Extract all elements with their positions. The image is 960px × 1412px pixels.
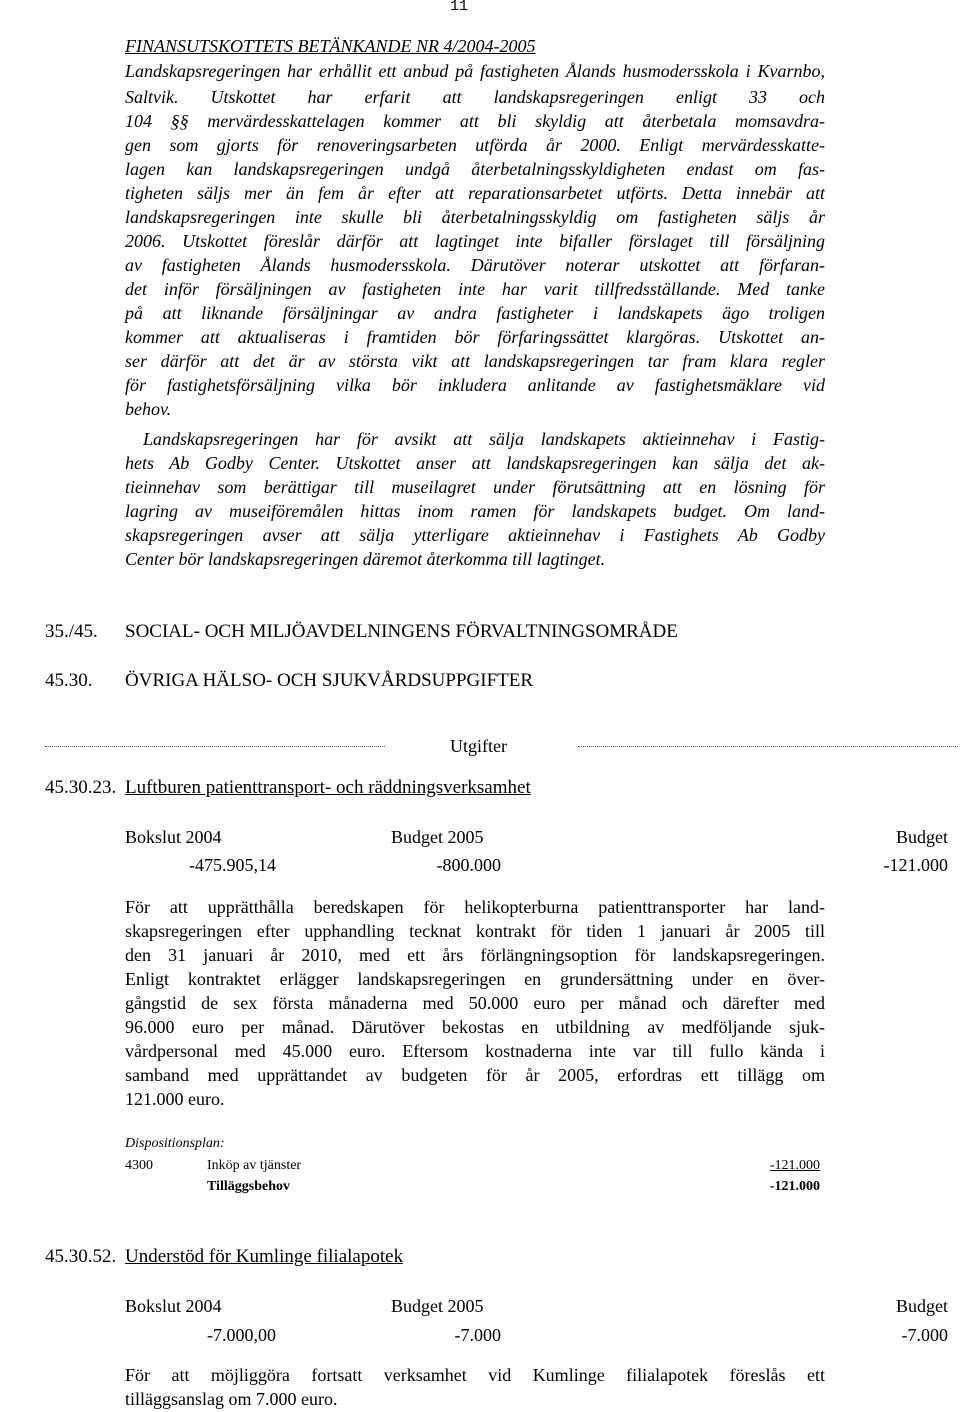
text-line: För att möjliggöra fortsatt verksamhet vid Kumlinge filialapotek föreslås ett <box>125 1365 825 1385</box>
col-header-bokslut: Bokslut 2004 <box>125 827 222 847</box>
disposition-total-value: -121.000 <box>769 1179 820 1194</box>
intro-line: för fastighetsförsäljning vilka bör inkludera anlitande av fastighetsmäklare vid <box>125 375 825 395</box>
disposition-label: Dispositionsplan: <box>125 1136 225 1151</box>
intro-line: ser därför att det är av största vikt att landskapsregeringen tar fram klara regler <box>125 351 825 371</box>
section-title: ÖVRIGA HÄLSO- OCH SJUKVÅRDSUPPGIFTER <box>125 670 534 691</box>
value-bokslut: -475.905,14 <box>189 855 276 875</box>
intro-line: av fastigheten Ålands husmodersskola. Därutöver noterar utskottet att förfaran- <box>125 255 825 275</box>
para2-line: skapsregeringen avser att sälja ytterligare aktieinnehav i Fastighets Ab Godby <box>125 525 825 545</box>
text-line: tilläggsanslag om 7.000 euro. <box>125 1389 338 1409</box>
item-title: Understöd för Kumlinge filialapotek <box>125 1246 404 1267</box>
item-number: 45.30.23. <box>45 777 117 798</box>
para2-line: Landskapsregeringen har för avsikt att sälja landskapets aktieinnehav i Fastig- <box>143 429 825 449</box>
intro-line: Landskapsregeringen har erhållit ett anbud på fastigheten Ålands husmodersskola i Kvarnbo, Saltvik. Utskottet har erfarit att landskapsregeringen enligt 33 och <box>125 61 825 107</box>
text-line: gångstid de sex första månaderna med 50.000 euro per månad och därefter med <box>125 993 825 1013</box>
value-budget-2005: -7.000 <box>454 1325 501 1345</box>
intro-line: gen som gjorts för renoveringsarbeten utförda år 2000. Enligt mervärdesskatte- <box>125 135 825 155</box>
divider-line-left <box>45 746 385 747</box>
section-number: 45.30. <box>45 670 93 691</box>
text-line: den 31 januari år 2010, med ett års förlängningsoption för landskapsregeringen. <box>125 945 825 965</box>
text-line: vårdpersonal med 45.000 euro. Eftersom kostnaderna inte var till fullo kända i <box>125 1041 825 1061</box>
disposition-total-label: Tilläggsbehov <box>207 1179 290 1194</box>
intro-line: det inför försäljningen av fastigheten inte har varit tillfredsställande. Med tanke <box>125 279 825 299</box>
item-number: 45.30.52. <box>45 1246 117 1267</box>
intro-line: 2006. Utskottet föreslår därför att lagtinget inte bifaller förslaget till försäljning <box>125 231 825 251</box>
value-budget: -7.000 <box>901 1325 948 1345</box>
value-bokslut: -7.000,00 <box>207 1325 276 1345</box>
intro-line: landskapsregeringen inte skulle bli återbetalningsskyldig om fastigheten säljs år <box>125 207 825 227</box>
text-line: skapsregeringen efter upphandling tecknat kontrakt för tiden 1 januari år 2005 till <box>125 921 825 941</box>
col-header-budget-2005: Budget 2005 <box>391 827 484 847</box>
text-line: Enligt kontraktet erlägger landskapsregeringen en grundersättning under en över- <box>125 969 825 989</box>
value-budget: -121.000 <box>883 855 948 875</box>
divider-line-right <box>578 746 958 747</box>
value-budget-2005: -800.000 <box>436 855 501 875</box>
section-number: 35./45. <box>45 621 98 642</box>
page-number: 11 <box>450 0 469 15</box>
col-header-budget: Budget <box>896 827 948 847</box>
col-header-bokslut: Bokslut 2004 <box>125 1296 222 1316</box>
para2-line: hets Ab Godby Center. Utskottet anser att landskapsregeringen kan sälja det ak- <box>125 453 825 473</box>
intro-line: tigheten säljs mer än fem år efter att reparationsarbetet utförts. Detta innebär att <box>125 183 825 203</box>
item-title: Luftburen patienttransport- och räddningsverksamhet <box>125 777 531 798</box>
text-line: För att upprätthålla beredskapen för helikopterburna patienttransporter har land- <box>125 897 825 917</box>
para2-line: tieinnehav som berättigar till museilagret under förutsättning att en lösning för <box>125 477 825 497</box>
intro-line: kommer att aktualiseras i framtiden bör förfaringssättet klargöras. Utskottet an- <box>125 327 825 347</box>
para2-line: lagring av museiföremålen hittas inom ramen för landskapets budget. Om land- <box>125 501 825 521</box>
col-header-budget-2005: Budget 2005 <box>391 1296 484 1316</box>
col-header-budget: Budget <box>896 1296 948 1316</box>
intro-line: lagen kan landskapsregeringen undgå återbetalningsskyldigheten endast om fas- <box>125 159 825 179</box>
text-line: 121.000 euro. <box>125 1089 225 1109</box>
text-line: 96.000 euro per månad. Därutöver bekostas en utbildning av medföljande sjuk- <box>125 1017 825 1037</box>
para2-line: Center bör landskapsregeringen däremot återkomma till lagtinget. <box>125 549 606 569</box>
intro-line: på att liknande försäljningar av andra fastigheter i landskapets ägo troligen <box>125 303 825 323</box>
section-title: SOCIAL- OCH MILJÖAVDELNINGENS FÖRVALTNINGSOMRÅDE <box>125 621 678 642</box>
document-title: FINANSUTSKOTTETS BETÄNKANDE NR 4/2004-2005 <box>125 36 536 56</box>
disposition-code: 4300 <box>125 1158 153 1173</box>
intro-line: behov. <box>125 399 172 419</box>
text-line: samband med upprättandet av budgeten för år 2005, erfordras ett tillägg om <box>125 1065 825 1085</box>
intro-line: 104 §§ mervärdesskattelagen kommer att bli skyldig att återbetala momsavdra- <box>125 111 825 131</box>
divider-label: Utgifter <box>450 736 507 756</box>
disposition-row-label: Inköp av tjänster <box>207 1158 302 1173</box>
disposition-row-value: -121.000 <box>769 1158 820 1173</box>
